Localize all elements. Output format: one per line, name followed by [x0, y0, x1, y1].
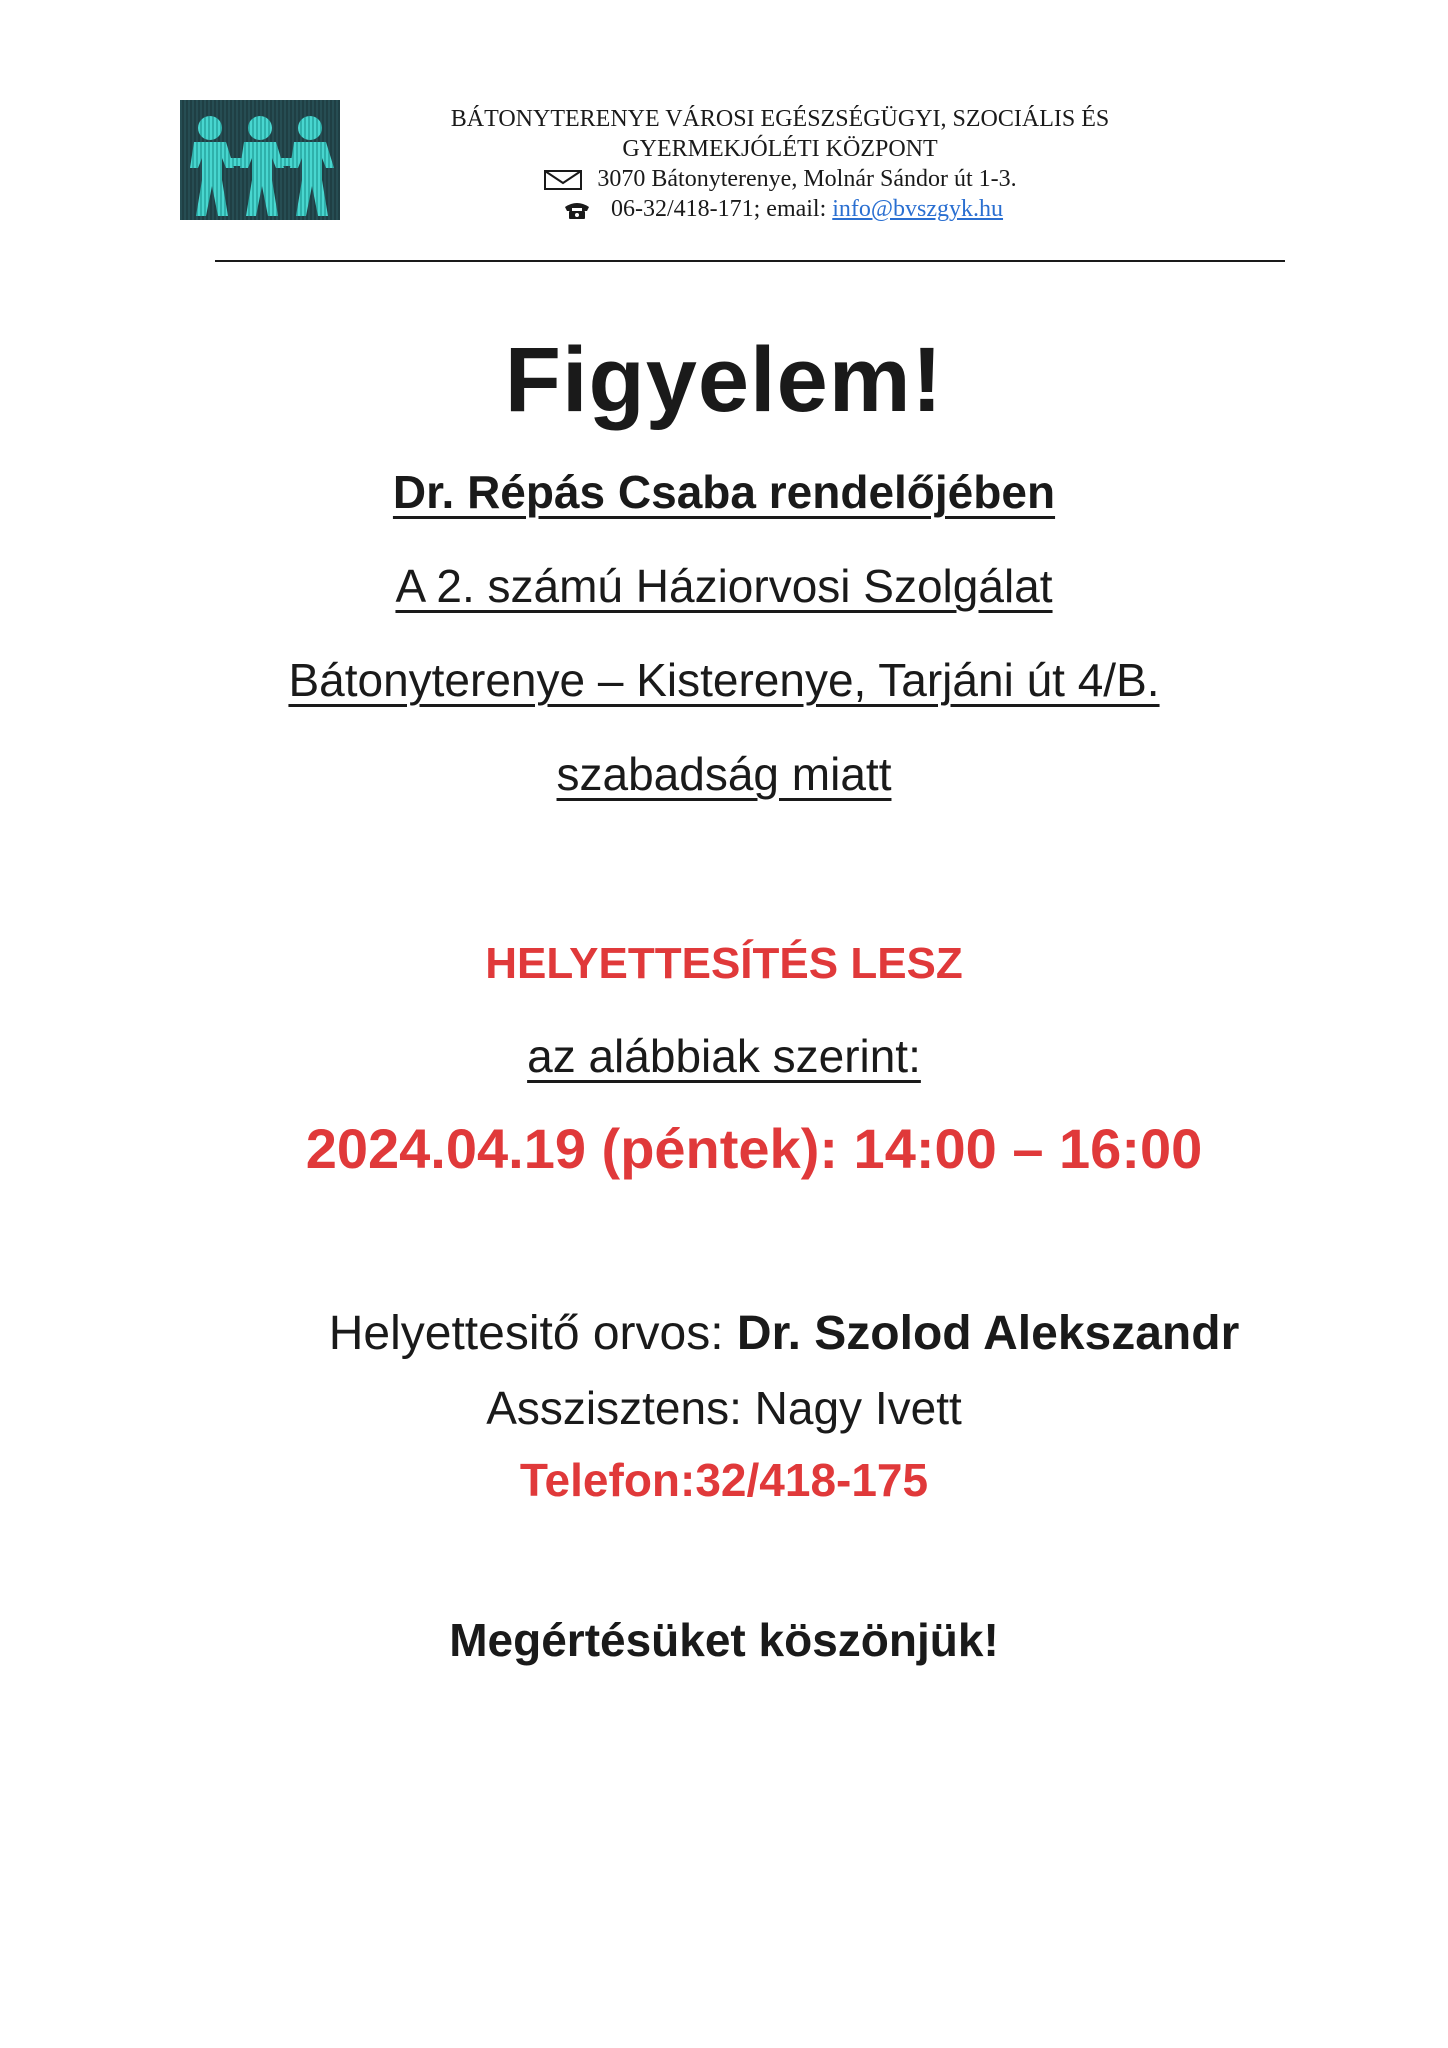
- doctor-office-line: [0, 462, 1448, 522]
- reason-text: szabadság miatt: [556, 748, 892, 800]
- according-text: az alábbiak szerint:: [527, 1030, 921, 1082]
- paper-people-chain-logo: [180, 100, 340, 220]
- location-line: [0, 650, 1448, 710]
- thanks-line: Megértésüket köszönjük!: [449, 1614, 999, 1666]
- phone-email-line: [430, 194, 1130, 224]
- doctor-office-text: Dr. Répás Csaba rendelőjében: [392, 466, 1056, 518]
- service-text: A 2. számú Háziorvosi Szolgálat: [395, 560, 1053, 612]
- substitute-doctor-line: [0, 1304, 1448, 1364]
- address-text: 3070 Bátonyterenye, Molnár Sándor út 1-3.: [597, 166, 1017, 192]
- substitution-date-time: 2024.04.19 (péntek): 14:00 – 16:00: [305, 1117, 1203, 1180]
- notice-headline: Figyelem!: [504, 329, 944, 431]
- letterhead-divider: [215, 260, 1285, 262]
- address-line: [430, 164, 1130, 194]
- according-line: [0, 1026, 1448, 1086]
- phone-line: Telefon:32/418-175: [519, 1454, 929, 1506]
- location-text: Bátonyterenye – Kisterenye, Tarjáni út 4/B.: [288, 654, 1160, 706]
- phone-text: 06-32/418-171; email:: [610, 196, 833, 222]
- assistant-line: Asszisztens: Nagy Ivett: [486, 1382, 962, 1434]
- envelope-icon: [543, 169, 583, 191]
- organization-name-line-1: BÁTONYTERENYE VÁROSI EGÉSZSÉGÜGYI, SZOCIÁLIS ÉS: [450, 106, 1110, 132]
- email-link[interactable]: info@bvszgyk.hu: [832, 196, 1004, 222]
- letterhead: [180, 100, 1280, 230]
- substitution-alert: HELYETTESÍTÉS LESZ: [485, 939, 963, 988]
- reason-line: [0, 744, 1448, 804]
- substitute-label: Helyettesitő orvos:: [328, 1307, 737, 1360]
- notice: [0, 300, 1448, 1670]
- service-line: [0, 556, 1448, 616]
- organization-block: [430, 104, 1130, 224]
- substitute-name: Dr. Szolod Alekszandr: [736, 1307, 1240, 1360]
- organization-name-line-2: GYERMEKJÓLÉTI KÖZPONT: [622, 136, 938, 162]
- telephone-icon: [557, 199, 597, 221]
